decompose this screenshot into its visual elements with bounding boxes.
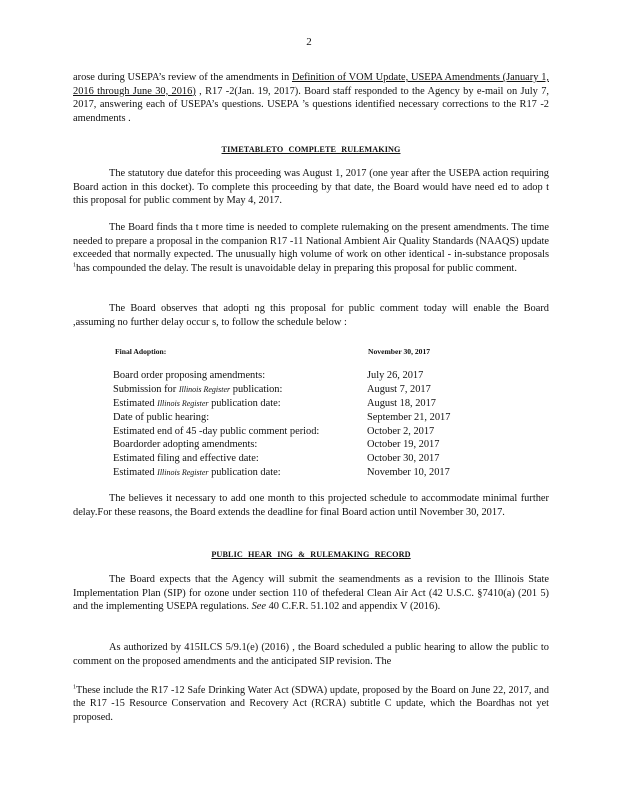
footnote-reference: 1 (73, 262, 76, 269)
heading-timetable: TIMETABLETO COMPLETE RULEMAKING (221, 145, 401, 154)
schedule-event: Date of public hearing: (113, 411, 210, 423)
schedule-event: Estimated Illinois Register publication date: (113, 467, 281, 479)
schedule-event: Estimated Illinois Register publication date: (113, 397, 281, 409)
schedule-table (113, 369, 450, 480)
heading-public-hearing: PUBLIC HEAR ING & RULEMAKING RECORD (211, 550, 411, 559)
schedule-date: November 10, 2017 (367, 467, 450, 479)
paragraph-observes: The Board observes that adopti ng this proposal for public comment today will enable the Board ,assuming no further delay occur s, to follow the schedule below : (73, 303, 549, 328)
paragraph-believes: The believes it necessary to add one month to this projected schedule to accommodate minimal further delay.For these reasons, the Board extends the deadline for final Board action until November 30, 2017. (73, 493, 549, 518)
schedule-row (113, 425, 450, 439)
schedule-date: August 18, 2017 (367, 397, 436, 409)
schedule-final-adoption (115, 345, 463, 359)
page-number: 2 (306, 36, 312, 48)
schedule-event: Estimated end of 45 -day public comment period: (113, 425, 320, 437)
schedule-date: September 21, 2017 (367, 411, 451, 423)
schedule-event: Board order proposing amendments: (113, 370, 266, 381)
paragraph-usepa-review: arose during USEPA’s review of the amendments in Definition of VOM Update, USEPA Amendments (January 1, 2016 through June 30, 2016) , R17 -2(Jan. 19, 2017). Board staff responded to the Agency by e-mail on July 7, 2017, answering each of USEPA’s questions. USEPA ’s questions identified necessary corrections to the R17 -2 amendments . (73, 72, 549, 124)
schedule-date: July 26, 2017 (367, 370, 424, 381)
paragraph-expects: The Board expects that the Agency will submit the seamendments as a revision to the Illinois State Implementation Plan (SIP) for ozone under section 110 of thefederal Clean Air Act (42 U.S.C. §7410(a) (201 5) and the implementing USEPA regulations. See 40 C.F.R. 51.102 and appendix V (2016). (73, 574, 549, 613)
schedule-date: August 7, 2017 (367, 383, 431, 395)
case-citation: Definition of VOM Update, USEPA Amendments (January 1, 2016 through June 30, 2016) (73, 72, 549, 97)
paragraph-finds: The Board finds tha t more time is needed to complete rulemaking on the present amendments. The time needed to prepare a proposal in the companion R17 -11 National Ambient Air Quality Standards (NAAQS) update exceeded that normally expected. The unusually high volume of work on other identical - in-substance proposals $^1$has compounded the delay. The result is unavoidable delay in preparing this proposal for public comment. (73, 222, 549, 274)
schedule-date: October 2, 2017 (367, 425, 435, 437)
paragraph-authorized: As authorized by 415ILCS 5/9.1(e) (2016) , the Board scheduled a public hearing to allow the public to comment on the proposed amendments and the anticipated SIP revision. The (73, 642, 549, 667)
schedule-row (113, 452, 450, 466)
schedule-date: October 30, 2017 (367, 453, 440, 465)
schedule-date: October 19, 2017 (367, 439, 440, 451)
schedule-row (113, 438, 450, 452)
final-adoption-label: Final Adoption: (115, 347, 167, 356)
footnote (73, 684, 549, 724)
paragraph-due-date: The statutory due datefor this proceeding was August 1, 2017 (one year after the USEPA action requiring Board action in this docket). To complete this proceeding by that date, the Board would have need ed to adop t this proposal for public comment by May 4, 2017. (73, 168, 549, 207)
footnote-text: These include the R17 -12 Safe Drinking Water Act (SDWA) update, proposed by the Board on June 22, 2017, and the R17 -15 Resource Conservation and Recovery Act (RCRA) subtitle C update, which the Boardhas not yet proposed. (73, 685, 549, 723)
schedule-row (113, 466, 450, 480)
footnote-mark: 1 (73, 684, 76, 691)
final-adoption-date: November 30, 2017 (368, 347, 431, 356)
schedule-row (113, 411, 450, 425)
schedule-event: Submission for Illinois Register publication: (113, 383, 283, 395)
schedule-row (113, 383, 450, 397)
schedule-event: Estimated filing and effective date: (113, 453, 259, 465)
schedule-event: Boardorder adopting amendments: (113, 439, 258, 451)
schedule-row (113, 397, 450, 411)
see-signal: See (251, 601, 266, 613)
schedule-row (113, 369, 450, 383)
